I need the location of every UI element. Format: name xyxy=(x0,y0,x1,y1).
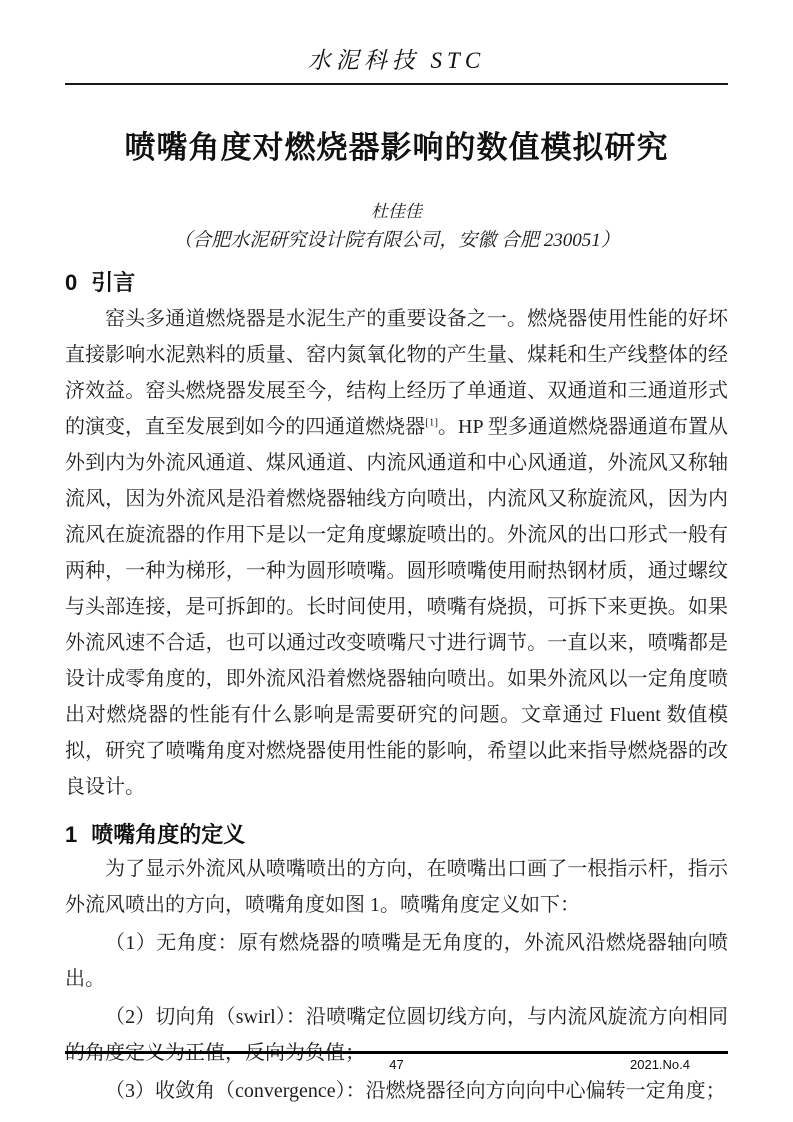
page-header xyxy=(65,0,728,85)
section-number: 0 xyxy=(65,270,78,295)
list-item-no-angle: （1）无角度：原有燃烧器的喷嘴是无角度的，外流风沿燃烧器轴向喷出。 xyxy=(65,932,728,990)
list-item-swirl-angle: （2）切向角（swirl）：沿喷嘴定位圆切线方向，与内流风旋流方向相同的角度定义为正值，反向为负值； xyxy=(65,1006,728,1064)
author-affiliation: （合肥水泥研究设计院有限公司，安徽 合肥 230051） xyxy=(173,230,620,251)
article-body xyxy=(65,127,728,1109)
paragraph-introduction xyxy=(65,301,728,805)
paragraph-text: 窑头多通道燃烧器是水泥生产的重要设备之一。燃烧器使用性能的好坏直接影响水泥熟料的质量、窑内氮氧化物的产生量、煤耗和生产线整体的经济效益。窑头燃烧器发展至今，结构上经历了单通道、双通道和三通道形式的演变，直至发展到如今的四通道燃烧器 xyxy=(65,308,728,438)
section-number: 1 xyxy=(65,822,78,847)
citation-reference: [1] xyxy=(425,416,439,429)
section-title: 喷嘴角度的定义 xyxy=(91,822,246,847)
issue-label: 2021.No.4 xyxy=(630,1057,690,1072)
article-title: 喷嘴角度对燃烧器影响的数值模拟研究 xyxy=(124,130,669,165)
footer-row xyxy=(65,1054,728,1081)
section-heading-introduction xyxy=(65,269,728,297)
page-footer xyxy=(65,1051,728,1081)
journal-title: 水泥科技 STC xyxy=(307,48,486,73)
paragraph-definition-intro: 为了显示外流风从喷嘴喷出的方向，在喷嘴出口画了一根指示杆，指示外流风喷出的方向，喷嘴角度如图 1。喷嘴角度定义如下： xyxy=(65,858,728,916)
section-title: 引言 xyxy=(91,270,136,295)
author-name: 杜佳佳 xyxy=(371,202,422,221)
list-item-convergence-angle: （3）收敛角（convergence）：沿燃烧器径向方向向中心偏转一定角度； xyxy=(105,1080,726,1102)
section-heading-nozzle-angle-definition xyxy=(65,821,728,849)
page-number: 47 xyxy=(389,1057,404,1072)
paragraph-text: 。HP 型多通道燃烧器通道布置从外到内为外流风通道、煤风通道、内流风通道和中心风通道，外流风又称轴流风，因为外流风是沿着燃烧器轴线方向喷出，内流风又称旋流风，因为内流风在旋流器的作用下是以一定角度螺旋喷出的。外流风的出口形式一般有两种，一种为梯形，一种为圆形喷嘴。圆形喷嘴使用耐热钢材质，通过螺纹与头部连接，是可拆卸的。长时间使用，喷嘴有烧损，可拆下来更换。如果外流风速不合适，也可以通过改变喷嘴尺寸进行调节。一直以来，喷嘴都是设计成零角度的，即外流风沿着燃烧器轴向喷出。如果外流风以一定角度喷出对燃烧器的性能有什么影响是需要研究的问题。文章通过 Fluent 数值模拟，研究了喷嘴角度对燃烧器使用性能的影响，希望以此来指导燃烧器的改良设计。 xyxy=(65,416,729,798)
